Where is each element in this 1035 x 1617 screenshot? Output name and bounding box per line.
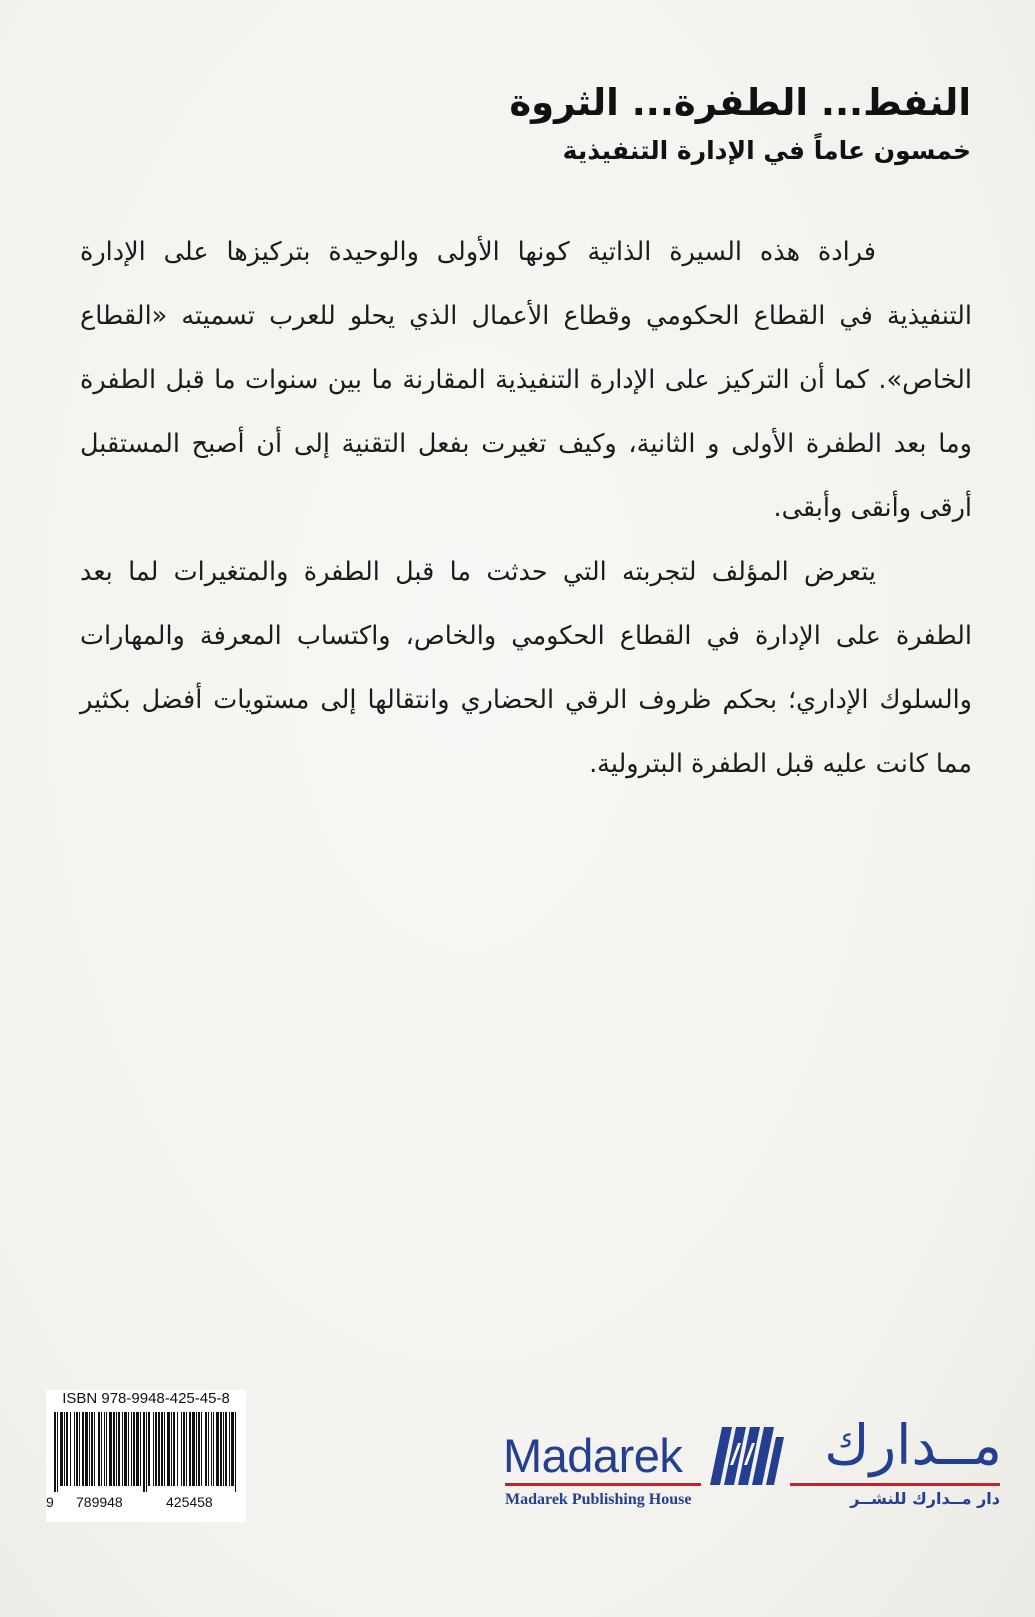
publisher-underline-en <box>505 1483 701 1486</box>
blurb-paragraph-1: فرادة هذه السيرة الذاتية كونها الأولى والوحيدة بتركيزها على الإدارة التنفيذية في القطاع الحكومي وقطاع الأعمال الذي يحلو للعرب تسميته «القطاع الخاص». كما أن التركيز على الإدارة التنفيذية المقارنة ما بين سنوات ما قبل الطفرة وما بعد الطفرة الأولى و الثانية، وكيف تغيرت بفعل التقنية إلى أن أصبح المستقبل أرقى وأنقى وأبقى. <box>80 237 972 523</box>
isbn-barcode-block <box>46 1390 246 1522</box>
publisher-caption-ar: دار مــدارك للنشــر <box>850 1489 1000 1508</box>
publisher-underline-ar <box>790 1483 1000 1486</box>
book-title: النفط... الطفرة... الثروة <box>509 81 971 124</box>
publisher-name-ar: مــدارك <box>824 1413 1002 1477</box>
publisher-caption-en: Madarek Publishing House <box>505 1491 692 1508</box>
barcode-digit-group-2: 425458 <box>166 1494 213 1510</box>
barcode-digit-lead: 9 <box>46 1494 54 1510</box>
barcode <box>50 1412 242 1492</box>
blurb-paragraph-2: يتعرض المؤلف لتجربته التي حدثت ما قبل الطفرة والمتغيرات لما بعد الطفرة على الإدارة في القطاع الحكومي والخاص، واكتساب المعرفة والمهارات والسلوك الإداري؛ بحكم ظروف الرقي الحضاري وانتقالها إلى مستويات أفضل بكثير مما كانت عليه قبل الطفرة البترولية. <box>80 557 972 779</box>
isbn-label: ISBN 978-9948-425-45-8 <box>62 1390 230 1407</box>
book-subtitle: خمسون عاماً في الإدارة التنفيذية <box>562 136 971 165</box>
publisher-name-en: Madarek <box>503 1429 683 1482</box>
barcode-digit-group-1: 789948 <box>76 1494 123 1510</box>
publisher-logo-icon <box>708 1425 786 1487</box>
